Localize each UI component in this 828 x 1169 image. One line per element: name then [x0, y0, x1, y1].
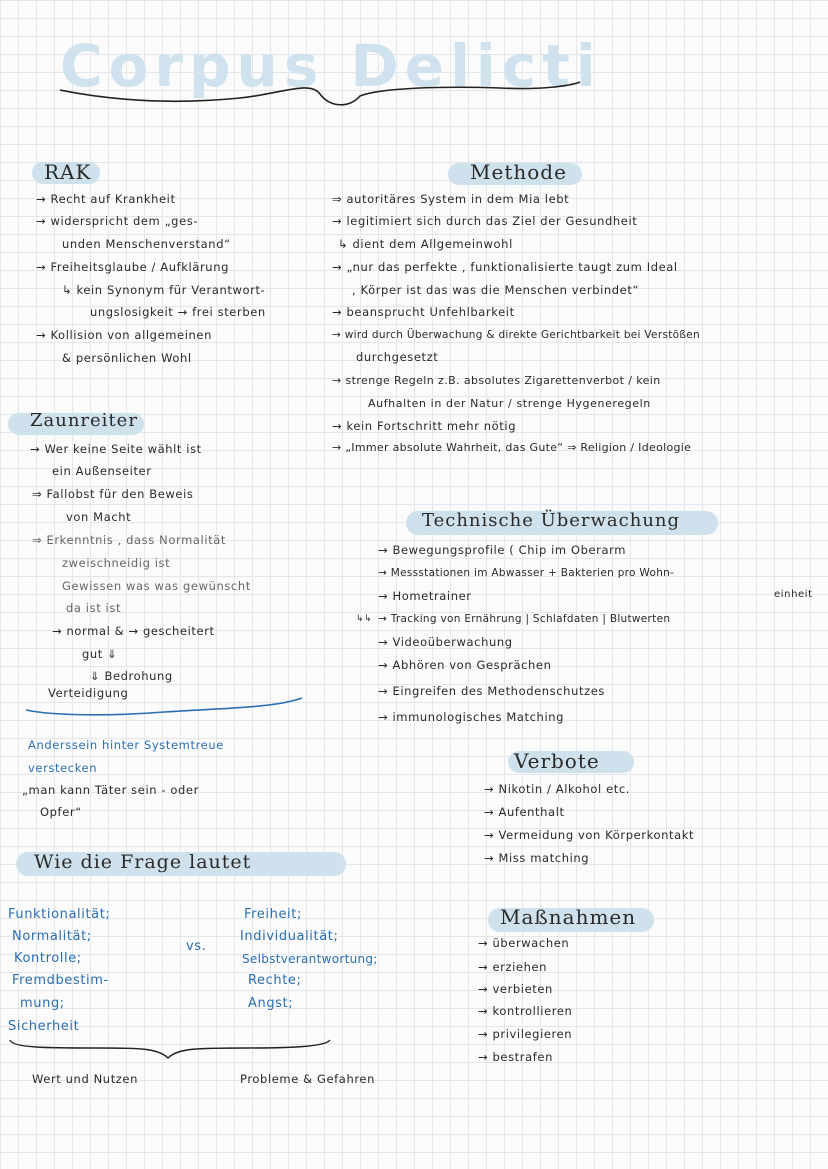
page-title: Corpus Delicti	[60, 32, 602, 100]
frage-right-1: Freiheit;	[244, 907, 302, 922]
frage-vs: vs.	[186, 939, 207, 954]
massnahmen-item-3: → verbieten	[478, 982, 553, 996]
zaunreiter-blue-line-1: Anderssein hinter Systemtreue	[28, 738, 224, 752]
verbote-heading: Verbote	[514, 749, 600, 773]
zaunreiter-line-5: ⇒ Erkenntnis , dass Normalität	[32, 533, 226, 547]
massnahmen-item-4: → kontrollieren	[478, 1004, 573, 1018]
verbote-item-3: → Vermeidung von Körperkontakt	[484, 828, 695, 842]
frage-left-5: mung;	[20, 996, 65, 1011]
ueberwachung-item-2: → Messstationen im Abwasser + Bakterien pro Wohn-	[378, 567, 675, 579]
rak-line-4: → Freiheitsglaube / Aufklärung	[36, 260, 229, 274]
methode-line-1: ⇒ autoritäres System in dem Mia lebt	[332, 192, 570, 206]
frage-brace	[8, 1036, 334, 1064]
frage-bottom-left: Wert und Nutzen	[32, 1072, 138, 1086]
methode-line-4: → „nur das perfekte , funktionalisierte taugt zum Ideal	[332, 260, 678, 274]
ueberwachung-item-3: → Hometrainer	[378, 589, 472, 603]
methode-line-6: → beansprucht Unfehlbarkeit	[332, 305, 515, 319]
zaunreiter-line-10: gut ⇓	[82, 647, 118, 661]
ueberwachung-heading: Technische Überwachung	[422, 510, 681, 531]
ueberwachung-margin-mark: ↳↳	[356, 614, 373, 624]
methode-line-2: → legitimiert sich durch das Ziel der Gesundheit	[332, 214, 638, 228]
ueberwachung-item-6: → Abhören von Gesprächen	[378, 658, 552, 672]
rak-line-8: & persönlichen Wohl	[62, 351, 192, 365]
frage-left-3: Kontrolle;	[14, 951, 82, 966]
zaunreiter-quote: „man kann Täter sein - oder	[22, 783, 199, 797]
methode-line-10: Aufhalten in der Natur / strenge Hygeneregeln	[368, 397, 651, 410]
massnahmen-item-6: → bestrafen	[478, 1050, 553, 1064]
zaunreiter-line-2: ein Außenseiter	[52, 464, 152, 478]
ueberwachung-item-7: → Eingreifen des Methodenschutzes	[378, 684, 605, 698]
rak-line-3: unden Menschenverstand“	[62, 237, 231, 251]
methode-line-3: ↳ dient dem Allgemeinwohl	[338, 237, 513, 251]
methode-line-11: → kein Fortschritt mehr nötig	[332, 419, 517, 433]
ueberwachung-einheit: einheit	[774, 589, 813, 600]
rak-line-5: ↳ kein Synonym für Verantwort-	[62, 283, 266, 297]
massnahmen-item-5: → privilegieren	[478, 1027, 573, 1041]
rak-line-1: → Recht auf Krankheit	[36, 192, 176, 206]
methode-line-12: → „Immer absolute Wahrheit, das Gute“ ⇒ Religion / Ideologie	[332, 441, 692, 454]
zaunreiter-quote-end: Opfer“	[40, 805, 82, 819]
zaunreiter-line-12: Verteidigung	[48, 686, 129, 700]
frage-heading: Wie die Frage lautet	[34, 851, 252, 873]
frage-right-4: Rechte;	[248, 973, 302, 988]
zaunreiter-line-7: Gewissen was was gewünscht	[62, 579, 251, 593]
verbote-item-1: → Nikotin / Alkohol etc.	[484, 782, 631, 796]
massnahmen-heading: Maßnahmen	[500, 905, 637, 929]
zaunreiter-heading: Zaunreiter	[30, 410, 138, 431]
frage-right-3: Selbstverantwortung;	[242, 952, 378, 966]
zaunreiter-line-4: von Macht	[66, 510, 132, 524]
ueberwachung-item-5: → Videoüberwachung	[378, 635, 513, 649]
frage-right-2: Individualität;	[240, 929, 339, 944]
title-underline-scribble	[60, 60, 600, 110]
zaunreiter-line-9: → normal & → gescheitert	[52, 624, 215, 638]
frage-bottom-right: Probleme & Gefahren	[240, 1072, 375, 1086]
ueberwachung-item-8: → immunologisches Matching	[378, 710, 565, 724]
massnahmen-item-2: → erziehen	[478, 960, 548, 974]
ueberwachung-item-4: → Tracking von Ernährung | Schlafdaten | Blutwerten	[378, 613, 671, 625]
rak-heading: RAK	[44, 160, 92, 184]
zaunreiter-line-3: ⇒ Fallobst für den Beweis	[32, 487, 194, 501]
rak-line-7: → Kollision von allgemeinen	[36, 328, 212, 342]
methode-line-7: → wird durch Überwachung & direkte Gerichtbarkeit bei Verstößen	[332, 329, 700, 341]
zaunreiter-brace	[24, 694, 308, 720]
methode-line-8: durchgesetzt	[356, 350, 439, 364]
frage-left-2: Normalität;	[12, 929, 92, 944]
zaunreiter-line-1: → Wer keine Seite wählt ist	[30, 442, 202, 456]
zaunreiter-blue-line-2: verstecken	[28, 761, 98, 775]
rak-line-6: ungslosigkeit → frei sterben	[90, 305, 266, 319]
frage-right-5: Angst;	[248, 996, 294, 1011]
ueberwachung-item-1: → Bewegungsprofile ( Chip im Oberarm	[378, 543, 627, 557]
zaunreiter-line-8: da ist ist	[66, 601, 122, 615]
verbote-item-4: → Miss matching	[484, 851, 590, 865]
methode-heading: Methode	[470, 160, 567, 184]
frage-left-4: Fremdbestim-	[12, 973, 109, 988]
zaunreiter-line-6: zweischneidig ist	[62, 556, 171, 570]
frage-left-6: Sicherheit	[8, 1019, 80, 1034]
methode-line-9: → strenge Regeln z.B. absolutes Zigarettenverbot / kein	[332, 374, 661, 387]
verbote-item-2: → Aufenthalt	[484, 805, 565, 819]
zaunreiter-line-11: ⇓ Bedrohung	[90, 669, 173, 683]
rak-line-2: → widerspricht dem „ges-	[36, 214, 199, 228]
methode-line-5: , Körper ist das was die Menschen verbindet“	[352, 283, 640, 297]
frage-left-1: Funktionalität;	[8, 907, 111, 922]
massnahmen-item-1: → überwachen	[478, 936, 570, 950]
